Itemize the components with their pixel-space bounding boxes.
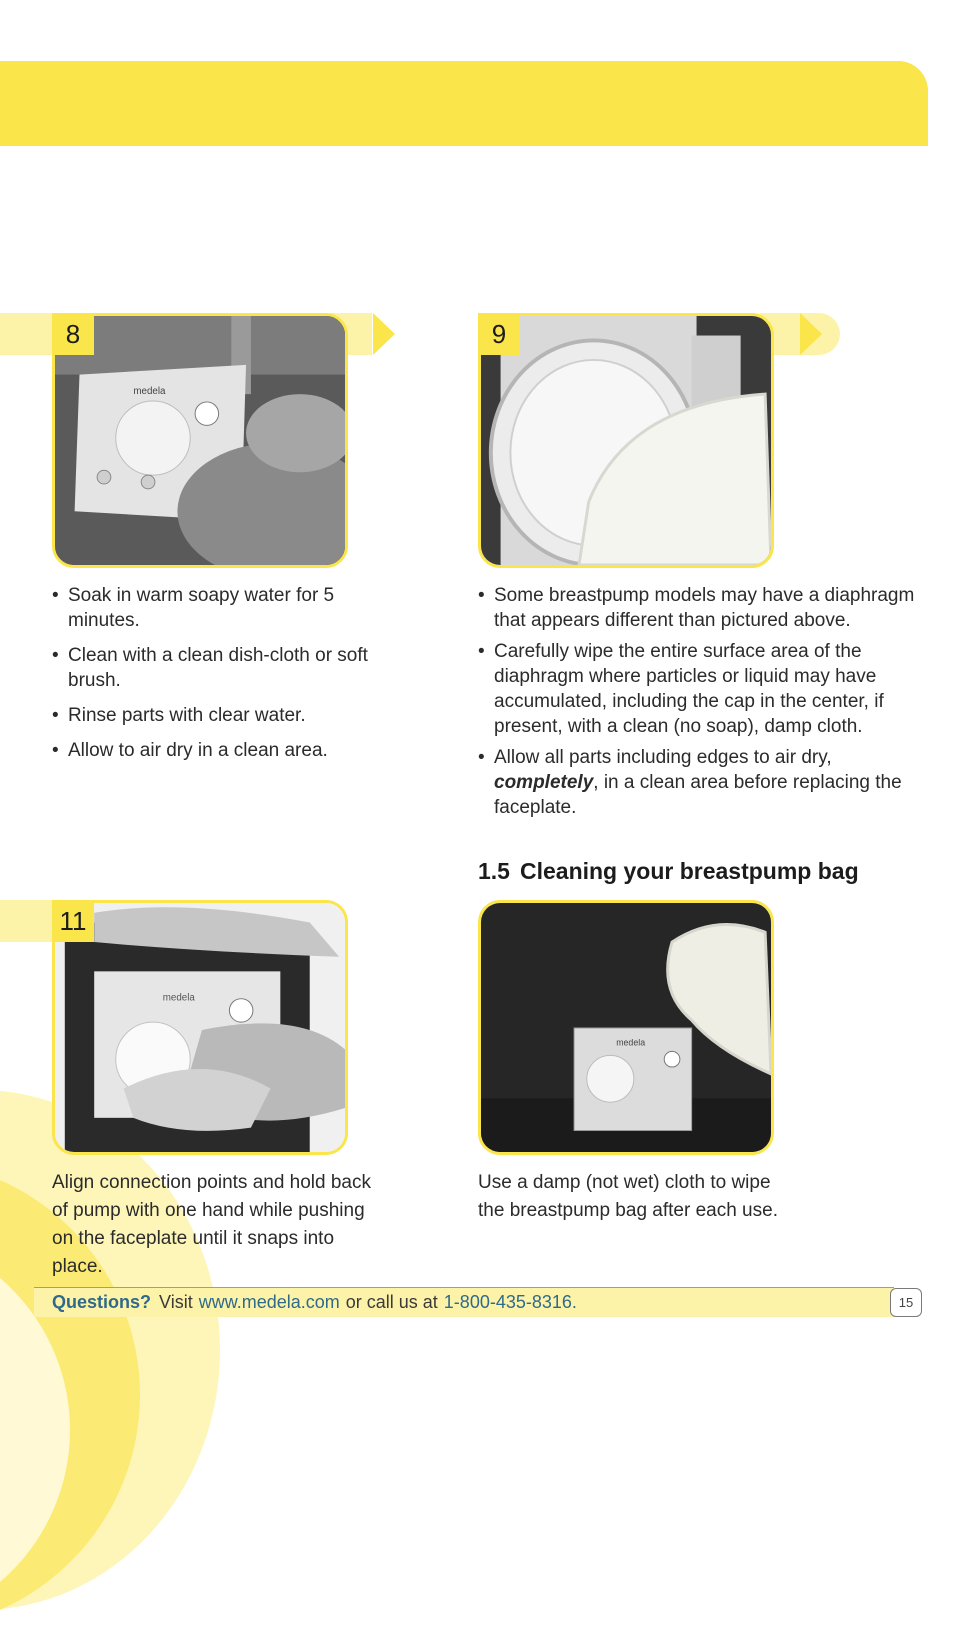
step-11-band xyxy=(0,900,60,942)
step-9-bullet-1: • Some breastpump models may have a diaphragm that appears different than pictured above. xyxy=(478,583,918,633)
step-9-bullet-3-before: Allow all parts including edges to air dry, xyxy=(494,747,832,768)
step-9-arrow-icon xyxy=(800,313,822,355)
section-title: Cleaning your breastpump bag xyxy=(519,858,859,884)
step-8-photo xyxy=(52,313,348,568)
step-8-bullet-4: • Allow to air dry in a clean area. xyxy=(52,738,372,763)
step-11-caption: Align connection points and hold back of pump with one hand while pushing on the faceplate until it snaps into place. xyxy=(52,1172,372,1277)
step-9-instructions xyxy=(478,583,918,820)
step-11-number: 11 xyxy=(52,900,94,942)
footer-call-text: or call us at xyxy=(345,1292,438,1312)
step-8-bullet-1: • Soak in warm soapy water for 5 minutes. xyxy=(52,583,372,633)
step-8-bullet-3: • Rinse parts with clear water. xyxy=(52,703,372,728)
step-9-bullet-3-after: , in a clean area before replacing the faceplate. xyxy=(494,772,902,818)
header-band xyxy=(0,61,928,146)
bag-cleaning-photo xyxy=(478,900,774,1155)
step-9-photo xyxy=(478,313,774,568)
step-9-bullet-2: • Carefully wipe the entire surface area of the diaphragm where particles or liquid may have accumulated, including the cap in the center, if present, with a clean (no soap), damp cloth. xyxy=(478,639,918,739)
footer-phone-number: 1-800-435-8316. xyxy=(443,1292,577,1312)
step-11-photo-brand: medela xyxy=(162,992,195,1004)
footer-visit-text: Visit xyxy=(159,1292,193,1312)
bag-cleaning-caption: Use a damp (not wet) cloth to wipe the breastpump bag after each use. xyxy=(478,1172,778,1221)
footer-website-link[interactable]: www.medela.com xyxy=(198,1292,340,1312)
section-heading xyxy=(478,858,859,885)
footer-questions-label: Questions? xyxy=(52,1292,152,1312)
page-number: 15 xyxy=(890,1288,922,1317)
step-8-instructions xyxy=(52,583,372,763)
step-8-arrow-icon xyxy=(373,313,395,355)
step-11-photo xyxy=(52,900,348,1155)
step-8-number: 8 xyxy=(52,313,94,355)
step-9-bullet-3-emphasis: completely xyxy=(494,772,594,793)
bag-photo-brand: medela xyxy=(616,1037,646,1048)
step-9-bullet-3 xyxy=(478,745,918,820)
footer-bar xyxy=(34,1287,894,1317)
step-8-bullet-2: • Clean with a clean dish-cloth or soft brush. xyxy=(52,643,372,693)
section-number: 1.5 xyxy=(478,858,510,884)
step-9-number: 9 xyxy=(478,313,520,355)
step-8-photo-brand: medela xyxy=(133,386,166,398)
